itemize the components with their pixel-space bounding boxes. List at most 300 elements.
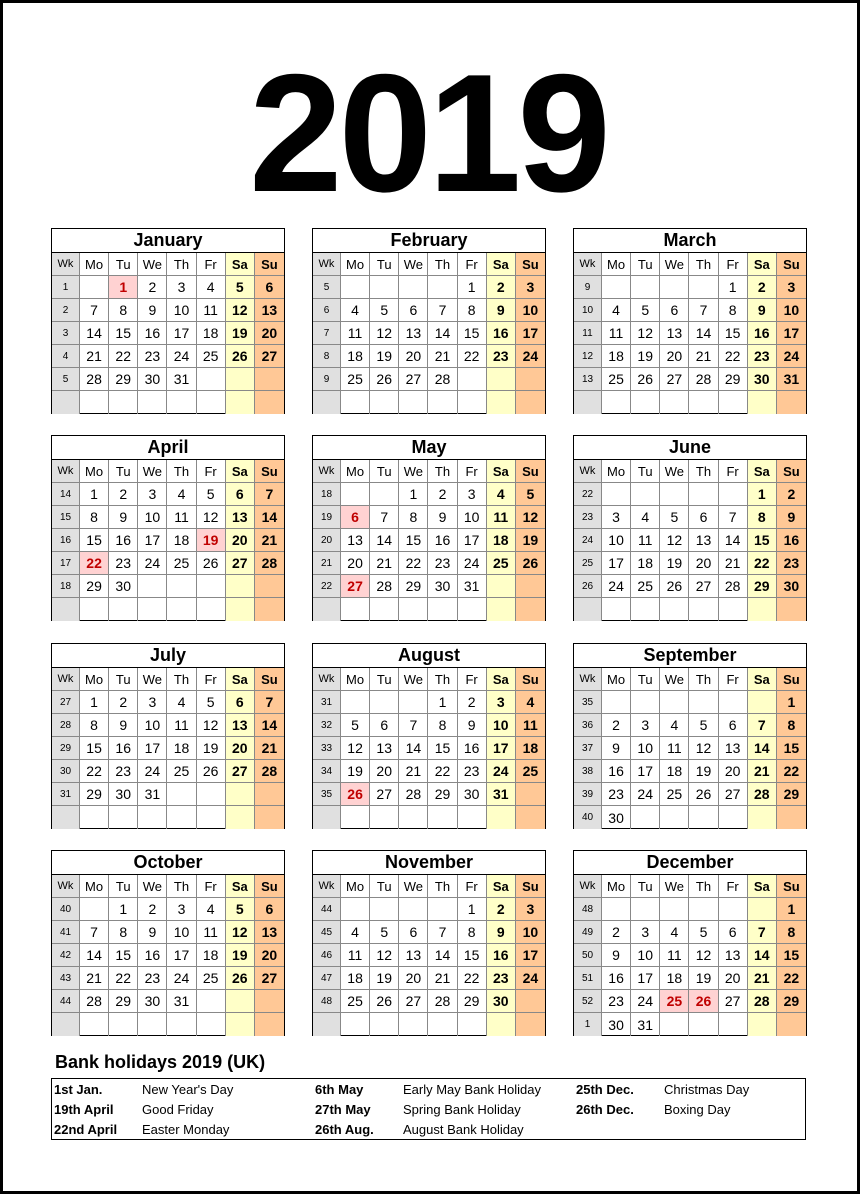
week-number: 10 <box>574 299 602 322</box>
day-cell <box>689 898 718 921</box>
week-number: 15 <box>52 506 80 529</box>
day-cell: 31 <box>138 783 167 806</box>
week-number: 45 <box>313 921 341 944</box>
week-number: 22 <box>313 575 341 598</box>
day-cell <box>428 276 457 299</box>
day-cell: 2 <box>487 276 516 299</box>
day-cell <box>602 598 631 621</box>
day-cell: 21 <box>255 737 284 760</box>
day-cell: 18 <box>167 529 196 552</box>
day-cell: 8 <box>428 714 457 737</box>
day-cell: 10 <box>487 714 516 737</box>
day-cell: 31 <box>167 990 196 1013</box>
week-number: 27 <box>52 691 80 714</box>
day-cell: 2 <box>138 898 167 921</box>
day-cell: 6 <box>719 921 748 944</box>
day-cell: 27 <box>226 760 255 783</box>
weekday-header: Su <box>777 253 806 276</box>
weekday-header: We <box>138 460 167 483</box>
day-cell <box>370 598 399 621</box>
week-number <box>313 598 341 621</box>
day-cell: 16 <box>777 529 806 552</box>
day-cell: 20 <box>341 552 370 575</box>
day-cell: 13 <box>255 299 284 322</box>
day-cell: 12 <box>197 714 226 737</box>
weekday-header: Wk <box>574 668 602 691</box>
day-cell: 24 <box>516 967 545 990</box>
day-cell: 3 <box>516 276 545 299</box>
day-cell: 16 <box>109 529 138 552</box>
day-cell <box>631 598 660 621</box>
day-cell: 21 <box>370 552 399 575</box>
day-cell: 26 <box>370 368 399 391</box>
day-cell <box>602 691 631 714</box>
day-cell: 25 <box>167 552 196 575</box>
day-cell <box>719 483 748 506</box>
day-cell: 4 <box>660 714 689 737</box>
week-number: 23 <box>574 506 602 529</box>
day-cell: 17 <box>487 737 516 760</box>
day-cell: 17 <box>516 944 545 967</box>
month-name: November <box>313 851 545 875</box>
weekday-header: Su <box>777 875 806 898</box>
weekday-header: Th <box>167 253 196 276</box>
day-cell: 27 <box>341 575 370 598</box>
day-cell: 16 <box>458 737 487 760</box>
day-cell: 19 <box>370 345 399 368</box>
week-number: 24 <box>574 529 602 552</box>
month-name: February <box>313 229 545 253</box>
day-cell <box>516 598 545 621</box>
day-cell: 15 <box>80 737 109 760</box>
day-cell: 7 <box>428 921 457 944</box>
day-cell: 15 <box>458 322 487 345</box>
day-cell: 30 <box>458 783 487 806</box>
week-number: 12 <box>574 345 602 368</box>
day-cell: 30 <box>109 575 138 598</box>
day-cell <box>719 898 748 921</box>
day-cell: 1 <box>458 898 487 921</box>
day-cell: 27 <box>399 368 428 391</box>
day-cell: 23 <box>487 345 516 368</box>
day-cell: 27 <box>719 783 748 806</box>
day-cell: 10 <box>138 506 167 529</box>
day-cell <box>516 1013 545 1036</box>
day-cell <box>516 990 545 1013</box>
day-cell: 20 <box>719 760 748 783</box>
bank-holiday-date: 27th May <box>315 1102 371 1117</box>
weekday-header: Tu <box>109 668 138 691</box>
day-cell: 9 <box>138 921 167 944</box>
day-cell: 17 <box>138 737 167 760</box>
day-cell: 9 <box>602 944 631 967</box>
weekday-header: Sa <box>487 668 516 691</box>
day-cell: 5 <box>689 921 718 944</box>
day-cell <box>370 391 399 414</box>
week-number: 40 <box>52 898 80 921</box>
week-number: 20 <box>313 529 341 552</box>
weekday-header: Fr <box>719 875 748 898</box>
weekday-header: Fr <box>458 875 487 898</box>
week-number: 32 <box>313 714 341 737</box>
day-cell: 29 <box>777 990 806 1013</box>
day-cell: 27 <box>370 783 399 806</box>
day-cell: 24 <box>487 760 516 783</box>
day-cell: 21 <box>428 967 457 990</box>
day-cell: 12 <box>341 737 370 760</box>
day-cell: 25 <box>516 760 545 783</box>
day-cell: 25 <box>631 575 660 598</box>
day-cell: 31 <box>458 575 487 598</box>
day-cell: 25 <box>167 760 196 783</box>
weekday-header: Sa <box>226 668 255 691</box>
month-grid <box>574 460 806 621</box>
month-august <box>312 643 546 829</box>
day-cell: 23 <box>109 760 138 783</box>
week-number <box>574 598 602 621</box>
day-cell <box>428 391 457 414</box>
week-number: 48 <box>574 898 602 921</box>
day-cell: 30 <box>138 368 167 391</box>
weekday-header: Fr <box>197 668 226 691</box>
day-cell: 11 <box>487 506 516 529</box>
month-name: June <box>574 436 806 460</box>
week-number: 31 <box>52 783 80 806</box>
weekday-header: Mo <box>341 460 370 483</box>
week-number: 4 <box>52 345 80 368</box>
day-cell: 13 <box>226 506 255 529</box>
weekday-header: Th <box>167 668 196 691</box>
day-cell <box>719 391 748 414</box>
day-cell: 10 <box>777 299 806 322</box>
day-cell: 13 <box>370 737 399 760</box>
day-cell: 15 <box>777 737 806 760</box>
week-number: 22 <box>574 483 602 506</box>
weekday-header: Su <box>516 460 545 483</box>
day-cell <box>660 276 689 299</box>
week-number: 13 <box>574 368 602 391</box>
weekday-header: Th <box>428 460 457 483</box>
day-cell <box>80 806 109 829</box>
week-number <box>52 391 80 414</box>
weekday-header: We <box>399 460 428 483</box>
day-cell: 5 <box>370 921 399 944</box>
month-february <box>312 228 546 414</box>
weekday-header: Mo <box>80 253 109 276</box>
weekday-header: We <box>399 253 428 276</box>
day-cell <box>631 276 660 299</box>
weekday-header: Wk <box>313 875 341 898</box>
day-cell: 27 <box>226 552 255 575</box>
day-cell <box>777 598 806 621</box>
day-cell: 11 <box>341 944 370 967</box>
day-cell: 1 <box>80 691 109 714</box>
day-cell: 21 <box>689 345 718 368</box>
day-cell: 11 <box>197 299 226 322</box>
day-cell <box>487 1013 516 1036</box>
weekday-header: Tu <box>109 875 138 898</box>
day-cell: 21 <box>255 529 284 552</box>
day-cell: 16 <box>109 737 138 760</box>
day-cell <box>777 1013 806 1036</box>
day-cell: 18 <box>660 967 689 990</box>
day-cell <box>226 575 255 598</box>
day-cell: 24 <box>458 552 487 575</box>
bank-holiday-name: Good Friday <box>142 1102 214 1117</box>
day-cell: 11 <box>516 714 545 737</box>
day-cell: 8 <box>777 921 806 944</box>
day-cell <box>689 806 718 829</box>
weekday-header: Su <box>516 253 545 276</box>
day-cell: 7 <box>748 921 777 944</box>
month-name: August <box>313 644 545 668</box>
day-cell: 13 <box>719 737 748 760</box>
day-cell: 10 <box>631 737 660 760</box>
day-cell: 20 <box>689 552 718 575</box>
weekday-header: Tu <box>109 253 138 276</box>
day-cell <box>197 368 226 391</box>
day-cell: 1 <box>109 276 138 299</box>
day-cell: 10 <box>458 506 487 529</box>
week-number: 8 <box>313 345 341 368</box>
weekday-header: Mo <box>80 460 109 483</box>
day-cell: 25 <box>660 990 689 1013</box>
day-cell: 14 <box>748 737 777 760</box>
day-cell <box>458 368 487 391</box>
day-cell: 22 <box>399 552 428 575</box>
day-cell: 22 <box>777 760 806 783</box>
week-number: 44 <box>313 898 341 921</box>
week-number: 49 <box>574 921 602 944</box>
month-grid <box>313 253 545 414</box>
month-name: October <box>52 851 284 875</box>
day-cell: 24 <box>602 575 631 598</box>
month-june <box>573 435 807 621</box>
day-cell <box>660 1013 689 1036</box>
day-cell <box>341 483 370 506</box>
day-cell: 11 <box>167 506 196 529</box>
day-cell: 22 <box>80 552 109 575</box>
weekday-header: Sa <box>487 253 516 276</box>
day-cell <box>226 783 255 806</box>
day-cell: 9 <box>602 737 631 760</box>
day-cell: 12 <box>226 299 255 322</box>
day-cell: 8 <box>719 299 748 322</box>
day-cell: 20 <box>370 760 399 783</box>
day-cell: 9 <box>109 506 138 529</box>
day-cell: 8 <box>458 921 487 944</box>
day-cell: 12 <box>226 921 255 944</box>
day-cell <box>109 806 138 829</box>
day-cell: 12 <box>197 506 226 529</box>
week-number: 26 <box>574 575 602 598</box>
day-cell: 19 <box>516 529 545 552</box>
day-cell: 30 <box>748 368 777 391</box>
day-cell: 28 <box>399 783 428 806</box>
weekday-header: Wk <box>52 875 80 898</box>
week-number: 48 <box>313 990 341 1013</box>
day-cell: 19 <box>689 967 718 990</box>
day-cell: 28 <box>428 990 457 1013</box>
day-cell: 18 <box>602 345 631 368</box>
day-cell: 7 <box>80 921 109 944</box>
week-number <box>313 806 341 829</box>
day-cell <box>255 806 284 829</box>
day-cell: 7 <box>399 714 428 737</box>
day-cell <box>109 1013 138 1036</box>
day-cell <box>748 391 777 414</box>
week-number: 9 <box>574 276 602 299</box>
day-cell: 18 <box>167 737 196 760</box>
weekday-header: Fr <box>458 668 487 691</box>
day-cell <box>428 1013 457 1036</box>
day-cell: 3 <box>138 691 167 714</box>
month-grid <box>313 875 545 1036</box>
day-cell <box>719 691 748 714</box>
month-march <box>573 228 807 414</box>
day-cell <box>80 276 109 299</box>
day-cell <box>226 598 255 621</box>
day-cell: 1 <box>458 276 487 299</box>
day-cell: 10 <box>516 921 545 944</box>
day-cell: 21 <box>719 552 748 575</box>
bank-holiday-date: 25th Dec. <box>576 1082 634 1097</box>
day-cell: 14 <box>428 322 457 345</box>
week-number: 33 <box>313 737 341 760</box>
day-cell: 23 <box>138 967 167 990</box>
day-cell: 31 <box>487 783 516 806</box>
day-cell: 16 <box>602 760 631 783</box>
day-cell: 30 <box>109 783 138 806</box>
day-cell: 7 <box>80 299 109 322</box>
day-cell: 16 <box>487 322 516 345</box>
week-number: 18 <box>313 483 341 506</box>
day-cell: 26 <box>516 552 545 575</box>
week-number: 43 <box>52 967 80 990</box>
day-cell: 3 <box>167 276 196 299</box>
weekday-header: Su <box>777 460 806 483</box>
week-number: 52 <box>574 990 602 1013</box>
weekday-header: Th <box>428 253 457 276</box>
day-cell: 15 <box>428 737 457 760</box>
day-cell: 16 <box>138 322 167 345</box>
day-cell: 15 <box>719 322 748 345</box>
day-cell: 17 <box>602 552 631 575</box>
week-number: 1 <box>52 276 80 299</box>
weekday-header: Sa <box>226 460 255 483</box>
weekday-header: Mo <box>602 668 631 691</box>
weekday-header: Fr <box>719 668 748 691</box>
day-cell: 29 <box>458 990 487 1013</box>
day-cell: 28 <box>80 990 109 1013</box>
day-cell <box>487 806 516 829</box>
weekday-header: Fr <box>458 253 487 276</box>
day-cell: 12 <box>689 737 718 760</box>
day-cell: 24 <box>167 967 196 990</box>
day-cell: 16 <box>428 529 457 552</box>
day-cell: 15 <box>777 944 806 967</box>
year-title: 2019 <box>249 39 607 227</box>
day-cell: 22 <box>109 345 138 368</box>
day-cell: 4 <box>660 921 689 944</box>
weekday-header: Th <box>689 253 718 276</box>
day-cell <box>167 806 196 829</box>
day-cell: 3 <box>777 276 806 299</box>
day-cell: 18 <box>341 345 370 368</box>
day-cell: 14 <box>255 714 284 737</box>
day-cell: 7 <box>719 506 748 529</box>
day-cell: 2 <box>602 714 631 737</box>
week-number: 36 <box>574 714 602 737</box>
day-cell <box>109 598 138 621</box>
month-grid <box>574 668 806 829</box>
day-cell <box>660 898 689 921</box>
day-cell: 10 <box>516 299 545 322</box>
day-cell: 1 <box>109 898 138 921</box>
day-cell <box>80 391 109 414</box>
day-cell <box>138 1013 167 1036</box>
day-cell <box>689 391 718 414</box>
day-cell: 3 <box>487 691 516 714</box>
day-cell: 2 <box>109 691 138 714</box>
weekday-header: Mo <box>602 875 631 898</box>
day-cell: 15 <box>109 944 138 967</box>
weekday-header: Mo <box>341 668 370 691</box>
day-cell: 14 <box>689 322 718 345</box>
day-cell <box>719 1013 748 1036</box>
weekday-header: Wk <box>574 253 602 276</box>
day-cell <box>197 1013 226 1036</box>
weekday-header: Th <box>167 875 196 898</box>
day-cell: 29 <box>80 575 109 598</box>
day-cell: 9 <box>777 506 806 529</box>
day-cell: 6 <box>660 299 689 322</box>
bank-holiday-name: Spring Bank Holiday <box>403 1102 521 1117</box>
weekday-header: Su <box>777 668 806 691</box>
day-cell <box>689 598 718 621</box>
bank-holiday-name: Early May Bank Holiday <box>403 1082 541 1097</box>
weekday-header: Sa <box>487 460 516 483</box>
day-cell: 9 <box>138 299 167 322</box>
day-cell <box>428 806 457 829</box>
day-cell: 14 <box>255 506 284 529</box>
day-cell <box>660 691 689 714</box>
day-cell: 15 <box>80 529 109 552</box>
day-cell: 3 <box>516 898 545 921</box>
day-cell <box>689 1013 718 1036</box>
day-cell: 7 <box>370 506 399 529</box>
day-cell: 30 <box>428 575 457 598</box>
day-cell: 25 <box>341 990 370 1013</box>
day-cell: 6 <box>226 691 255 714</box>
day-cell <box>80 898 109 921</box>
day-cell <box>197 783 226 806</box>
day-cell <box>138 806 167 829</box>
day-cell: 13 <box>689 529 718 552</box>
day-cell: 6 <box>341 506 370 529</box>
day-cell: 11 <box>660 944 689 967</box>
day-cell <box>167 391 196 414</box>
day-cell: 27 <box>255 345 284 368</box>
week-number: 7 <box>313 322 341 345</box>
day-cell: 26 <box>370 990 399 1013</box>
weekday-header: We <box>660 875 689 898</box>
day-cell <box>167 783 196 806</box>
weekday-header: Su <box>255 875 284 898</box>
day-cell <box>370 898 399 921</box>
day-cell: 1 <box>428 691 457 714</box>
day-cell <box>399 598 428 621</box>
